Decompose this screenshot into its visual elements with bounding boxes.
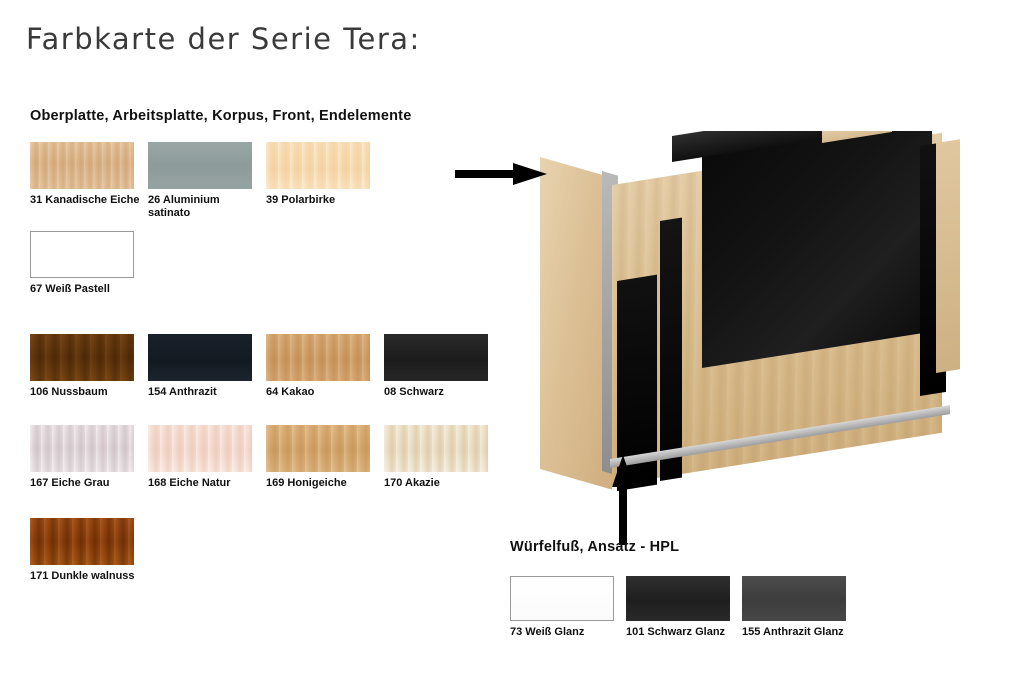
swatch-caption: 154 Anthrazit	[148, 386, 217, 398]
swatch-color-chip	[266, 425, 370, 472]
swatch-color-chip	[384, 425, 488, 472]
swatch-caption: 168 Eiche Natur	[148, 477, 231, 489]
swatch-caption: 26 Aluminium satinato	[148, 194, 220, 219]
swatch-color-chip	[30, 425, 134, 472]
swatch-caption: 167 Eiche Grau	[30, 477, 110, 489]
swatch-caption: 73 Weiß Glanz	[510, 626, 585, 638]
swatch-171-dunkle-walnuss	[30, 518, 142, 583]
swatch-169-honigeiche	[266, 425, 378, 490]
swatch-caption: 171 Dunkle walnuss	[30, 570, 135, 582]
swatch-154-anthrazit	[148, 334, 260, 399]
swatch-caption: 08 Schwarz	[384, 386, 444, 398]
section-heading-hpl: Würfelfuß, Ansatz - HPL	[510, 539, 680, 555]
swatch-26-aluminium-satinato	[148, 142, 260, 219]
swatch-caption: 155 Anthrazit Glanz	[742, 626, 844, 638]
swatch-color-chip	[266, 142, 370, 189]
swatch-155-anthrazit-glanz	[742, 576, 852, 639]
swatch-color-chip	[30, 142, 134, 189]
swatch-color-chip	[30, 518, 134, 565]
desk-black-strip-mid	[660, 218, 682, 481]
arrow-to-desk-top-icon	[455, 163, 547, 185]
swatch-caption: 64 Kakao	[266, 386, 315, 398]
page-title: Farbkarte der Serie Tera:	[26, 22, 421, 56]
swatch-color-chip	[30, 334, 134, 381]
swatch-caption: 39 Polarbirke	[266, 194, 336, 206]
swatch-color-chip	[510, 576, 614, 621]
swatch-39-polarbirke	[266, 142, 378, 207]
swatch-color-chip	[266, 334, 370, 381]
swatch-106-nussbaum	[30, 334, 142, 399]
swatch-color-chip	[742, 576, 846, 621]
arrow-to-desk-base-icon	[612, 455, 634, 545]
swatch-color-chip	[148, 334, 252, 381]
swatch-color-chip	[384, 334, 488, 381]
swatch-73-weiss-glanz	[510, 576, 620, 639]
swatch-167-eiche-grau	[30, 425, 142, 490]
swatch-31-kanadische-eiche	[30, 142, 142, 207]
swatch-color-chip	[30, 231, 134, 278]
swatch-168-eiche-natur	[148, 425, 260, 490]
swatch-color-chip	[626, 576, 730, 621]
swatch-caption: 101 Schwarz Glanz	[626, 626, 726, 638]
swatch-caption: 106 Nussbaum	[30, 386, 108, 398]
swatch-caption: 169 Honigeiche	[266, 477, 347, 489]
swatch-caption: 31 Kanadische Eiche	[30, 194, 140, 206]
desk-right-wood-edge	[936, 139, 960, 373]
swatch-caption: 170 Akazie	[384, 477, 440, 489]
swatch-color-chip	[148, 142, 252, 189]
swatch-64-kakao	[266, 334, 378, 399]
swatch-67-weiss-pastell	[30, 231, 142, 296]
section-heading-materials: Oberplatte, Arbeitsplatte, Korpus, Front, Endelemente	[30, 108, 412, 124]
swatch-color-chip	[148, 425, 252, 472]
desk-black-front-panel	[702, 131, 932, 368]
swatch-caption: 67 Weiß Pastell	[30, 283, 110, 295]
product-photo	[492, 131, 1024, 500]
swatch-101-schwarz-glanz	[626, 576, 736, 639]
swatch-08-schwarz	[384, 334, 496, 399]
swatch-170-akazie	[384, 425, 496, 490]
